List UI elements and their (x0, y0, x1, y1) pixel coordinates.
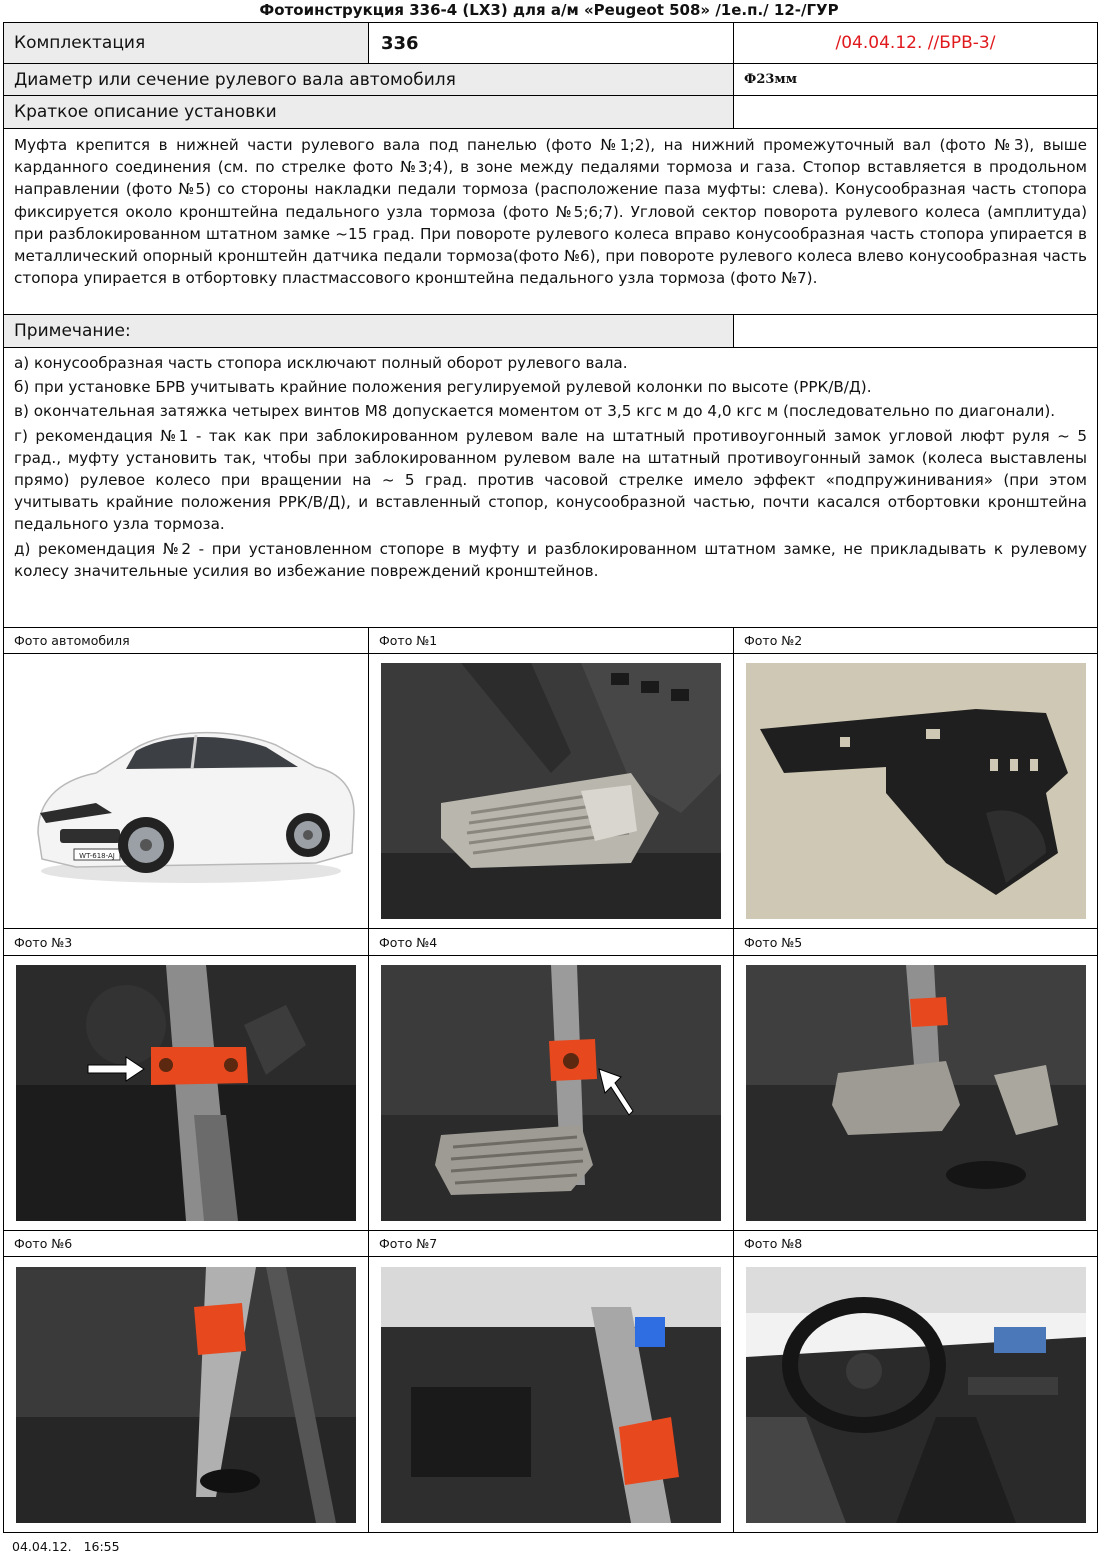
description-text: Муфта крепится в нижней части рулевого вала под панелью (фото №1;2), на нижний промежуточный вал (фото №3), выше карданного соединения (см. по стрелке фото №3;4), в зоне между педалями тормоза и газа. Стопор вставляется в продольном направлении (фото №5) со стороны накладки педали тормоза (расположение паза муфты: слева). Конусообразная часть стопора фиксируется около кронштейна педального узла тормоза (фото №5;6;7). Угловой сектор поворота рулевого колеса (амплитуда) при разблокированном штатном замке ~15 град. При повороте рулевого колеса вправо конусообразная часть стопора упирается в металлический опорный кронштейн датчика педали тормоза(фото №6), при повороте рулевого колеса влево конусообразная часть стопора упирается в отбортовку пластмассового кронштейна педального узла тормоза (фото №7). (4, 129, 1098, 315)
photo-2-cell (734, 654, 1098, 929)
kit-date: /04.04.12. //БРВ-3/ (734, 23, 1098, 64)
notes-label-row (4, 315, 1098, 348)
document-title: Фотоинструкция 336-4 (LX3) для а/м «Peugeot 508» /1е.п./ 12-/ГУР (259, 1, 839, 19)
photo-4-coupling-arrow (381, 965, 721, 1221)
kit-row (4, 23, 1098, 64)
photo-8-interior (746, 1267, 1086, 1523)
caption-photo-4: Фото №4 (369, 929, 734, 956)
caption-photo-7: Фото №7 (369, 1231, 734, 1257)
photo-row-3 (4, 1257, 1098, 1533)
photo-2-trim-panel (746, 663, 1086, 919)
caption-photo-2: Фото №2 (734, 628, 1098, 654)
note-b: б) при установке БРВ учитывать крайние положения регулируемой рулевой колонки по высоте (РРК/В/Д). (14, 378, 872, 397)
photo-caption-row-2 (4, 929, 1098, 956)
photo-caption-row-1 (4, 628, 1098, 654)
photo-7-stopper-left (381, 1267, 721, 1523)
footer-date: 04.04.12. (12, 1539, 72, 1554)
photo-6-cell (4, 1257, 369, 1533)
instruction-table (3, 22, 1098, 1533)
car-photo (16, 663, 356, 919)
photo-4-cell (369, 956, 734, 1231)
diameter-value: Ф23мм (734, 64, 1098, 96)
notes-list (4, 348, 1098, 628)
note-c: в) окончательная затяжка четырех винтов М8 допускается моментом от 3,5 кгс м до 4,0 кгс м (последовательно по диагонали). (14, 402, 1056, 421)
diameter-label: Диаметр или сечение рулевого вала автомобиля (4, 64, 734, 96)
photo-row-1 (4, 654, 1098, 929)
photo-1-brake-pedal (381, 663, 721, 919)
caption-photo-8: Фото №8 (734, 1231, 1098, 1257)
photo-5-cell (734, 956, 1098, 1231)
caption-car: Фото автомобиля (4, 628, 369, 654)
photo-row-2 (4, 956, 1098, 1231)
kit-label: Комплектация (4, 23, 369, 64)
photo-3-coupling (16, 965, 356, 1221)
notes-row (4, 348, 1098, 628)
caption-photo-3: Фото №3 (4, 929, 369, 956)
caption-photo-5: Фото №5 (734, 929, 1098, 956)
note-a: а) конусообразная часть стопора исключают полный оборот рулевого вала. (14, 354, 628, 372)
footer-timestamp (12, 1539, 120, 1554)
caption-photo-1: Фото №1 (369, 628, 734, 654)
note-e: д) рекомендация №2 - при установленном стопоре в муфту и разблокированном штатном замке, не прикладывать к рулевому колесу значительные усилия во избежание повреждений кронштейнов. (14, 539, 1087, 580)
photo-8-cell (734, 1257, 1098, 1533)
caption-photo-6: Фото №6 (4, 1231, 369, 1257)
photo-7-cell (369, 1257, 734, 1533)
kit-value: 336 (369, 23, 734, 64)
license-plate: WT-618-AJ (79, 852, 115, 860)
description-label: Краткое описание установки (4, 96, 734, 129)
diameter-row (4, 64, 1098, 96)
footer-time: 16:55 (83, 1539, 120, 1554)
empty-cell (734, 315, 1098, 348)
photo-1-cell (369, 654, 734, 929)
notes-label: Примечание: (4, 315, 734, 348)
photo-3-cell (4, 956, 369, 1231)
description-label-row (4, 96, 1098, 129)
car-photo-cell (4, 654, 369, 929)
description-row (4, 129, 1098, 315)
photo-caption-row-3 (4, 1231, 1098, 1257)
photo-5-stopper (746, 965, 1086, 1221)
empty-cell (734, 96, 1098, 129)
note-d: г) рекомендация №1 - так как при заблокированном рулевом вале на штатный противоугонный замок угловой люфт руля ~ 5 град., муфту установить так, чтобы при заблокированном рулевом вале на штатный противоугонный замок (колеса выставлены прямо) рулевое колесо при вращении на ~ 5 град. против часовой стрелке имело эффект «подпружинивания» (при этом учитывать крайние положения РРК/В/Д), и вставленный стопор, конусообразной частью, почти касался отбортовки кронштейна педального узла тормоза. (14, 426, 1087, 534)
photo-6-stopper-right (16, 1267, 356, 1523)
